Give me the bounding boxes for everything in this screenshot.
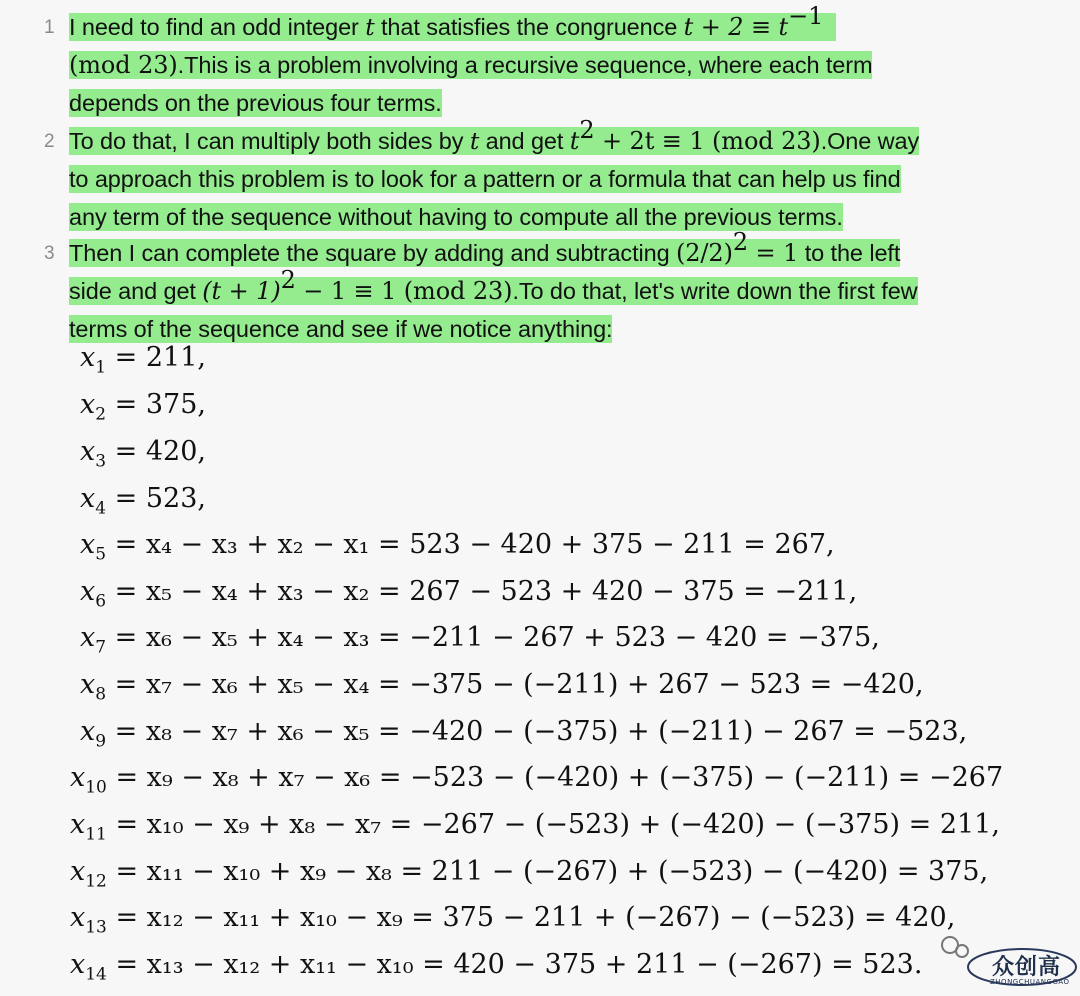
text-run: I need to find an odd integer: [69, 14, 366, 40]
equation-row: [70, 949, 922, 984]
equation-subscript: 14: [85, 964, 107, 985]
math-exp: 2: [732, 228, 749, 256]
watermark-subtext: ZHONGCHUANGGAO: [990, 978, 1070, 986]
equation-subscript: 13: [85, 917, 107, 938]
text-run: that satisfies the congruence: [374, 14, 684, 40]
text-run: depends on the previous four terms.: [69, 90, 442, 116]
equation-lhs: x: [80, 389, 96, 420]
equation-row: [80, 716, 967, 751]
math-var: t: [569, 127, 580, 155]
equation-lhs: x: [80, 622, 96, 653]
equation-subscript: 12: [85, 871, 107, 892]
text-run: to the left: [798, 240, 901, 266]
equation-lhs: x: [70, 902, 86, 933]
equation-lhs: x: [80, 529, 96, 560]
equation-row: [70, 856, 988, 891]
equation-row: [80, 483, 206, 518]
equation-row: [70, 809, 1000, 844]
line-number: 3: [44, 243, 55, 264]
equation-rhs: = x₁₂ − x₁₁ + x₁₀ − x₉ = 375 − 211 + (−267) − (−523) = 420,: [106, 902, 956, 933]
text-run: .To do that, let's write down the first few: [512, 278, 918, 304]
step-text: [69, 228, 1019, 348]
equation-subscript: 5: [95, 544, 107, 565]
math-expr: = 1: [748, 239, 799, 267]
equation-rhs: = x₄ − x₃ + x₂ − x₁ = 523 − 420 + 375 − 211 = 267,: [106, 529, 835, 560]
math-var: t: [365, 13, 375, 41]
equation-row: [70, 902, 955, 937]
equation-row: [80, 389, 206, 424]
math-expr: − 1 ≡ 1 (mod 23): [295, 277, 513, 305]
equation-subscript: 9: [95, 731, 107, 752]
step-text: [69, 116, 1019, 236]
equation-subscript: 7: [95, 637, 107, 658]
text-run: and get: [479, 128, 570, 154]
equation-rhs: = x₅ − x₄ + x₃ − x₂ = 267 − 523 + 420 − 375 = −211,: [106, 576, 858, 607]
equation-row: [70, 762, 1003, 797]
equation-rhs: = 420,: [106, 436, 206, 467]
text-run: To do that, I can multiply both sides by: [69, 128, 470, 154]
math-exp: −1: [788, 2, 824, 30]
equation-subscript: 3: [95, 451, 107, 472]
math-expr: + 2t ≡ 1 (mod 23): [594, 127, 821, 155]
step-text: [69, 2, 1019, 122]
equation-subscript: 4: [95, 498, 107, 519]
text-run: .One way: [820, 128, 920, 154]
math-var: t: [469, 127, 480, 155]
math-expr: (t + 1): [202, 277, 281, 305]
equation-lhs: x: [80, 669, 96, 700]
equation-lhs: x: [70, 809, 86, 840]
line-number: 1: [44, 17, 55, 38]
math-expr: (mod 23): [69, 51, 178, 79]
equation-subscript: 8: [95, 684, 107, 705]
text-run: side and get: [69, 278, 203, 304]
equation-row: [80, 576, 857, 611]
equation-row: [80, 436, 206, 471]
math-expr: (2/2): [676, 239, 733, 267]
equation-lhs: x: [70, 949, 86, 980]
equation-subscript: 6: [95, 591, 107, 612]
equation-subscript: 11: [85, 824, 107, 845]
equation-lhs: x: [80, 716, 96, 747]
equation-rhs: = x₁₁ − x₁₀ + x₉ − x₈ = 211 − (−267) + (−523) − (−420) = 375,: [106, 856, 989, 887]
text-run: Then I can complete the square by adding and subtracting: [69, 240, 676, 266]
equation-rhs: = x₈ − x₇ + x₆ − x₅ = −420 − (−375) + (−211) − 267 = −523,: [106, 716, 968, 747]
equation-rhs: = x₁₃ − x₁₂ + x₁₁ − x₁₀ = 420 − 375 + 211 − (−267) = 523.: [106, 949, 923, 980]
line-number: 2: [44, 131, 55, 152]
text-run: terms of the sequence and see if we notice anything:: [69, 316, 613, 342]
text-run: any term of the sequence without having to compute all the previous terms.: [69, 204, 843, 230]
equation-lhs: x: [80, 436, 96, 467]
equation-subscript: 10: [85, 777, 107, 798]
equation-lhs: x: [70, 856, 86, 887]
math-exp: 2: [280, 266, 296, 294]
text-run: to approach this problem is to look for a pattern or a formula that can help us find: [69, 166, 901, 192]
equation-row: [80, 669, 924, 704]
equation-subscript: 1: [95, 357, 107, 378]
equation-rhs: = 523,: [106, 483, 206, 514]
equation-lhs: x: [80, 576, 96, 607]
equation-lhs: x: [70, 762, 86, 793]
text-run: .This is a problem involving a recursive sequence, where each term: [177, 52, 873, 78]
equation-rhs: = x₁₀ − x₉ + x₈ − x₇ = −267 − (−523) + (−420) − (−375) = 211,: [106, 809, 1000, 840]
math-exp: 2: [579, 116, 595, 144]
equation-rhs: = x₆ − x₅ + x₄ − x₃ = −211 − 267 + 523 − 420 = −375,: [106, 622, 880, 653]
equation-lhs: x: [80, 342, 96, 373]
equation-rhs: = x₇ − x₆ + x₅ − x₄ = −375 − (−211) + 267 − 523 = −420,: [106, 669, 924, 700]
equation-row: [80, 529, 835, 564]
equation-rhs: = x₉ − x₈ + x₇ − x₆ = −523 − (−420) + (−375) − (−211) = −267: [106, 762, 1004, 793]
equation-lhs: x: [80, 483, 96, 514]
equation-rhs: = 375,: [106, 389, 206, 420]
math-expr: t + 2 ≡ t: [683, 13, 789, 41]
equation-subscript: 2: [95, 404, 107, 425]
watermark-text: 众创高: [992, 955, 1062, 980]
equation-rhs: = 211,: [106, 342, 206, 373]
equation-row: [80, 342, 206, 377]
equation-row: [80, 622, 880, 657]
